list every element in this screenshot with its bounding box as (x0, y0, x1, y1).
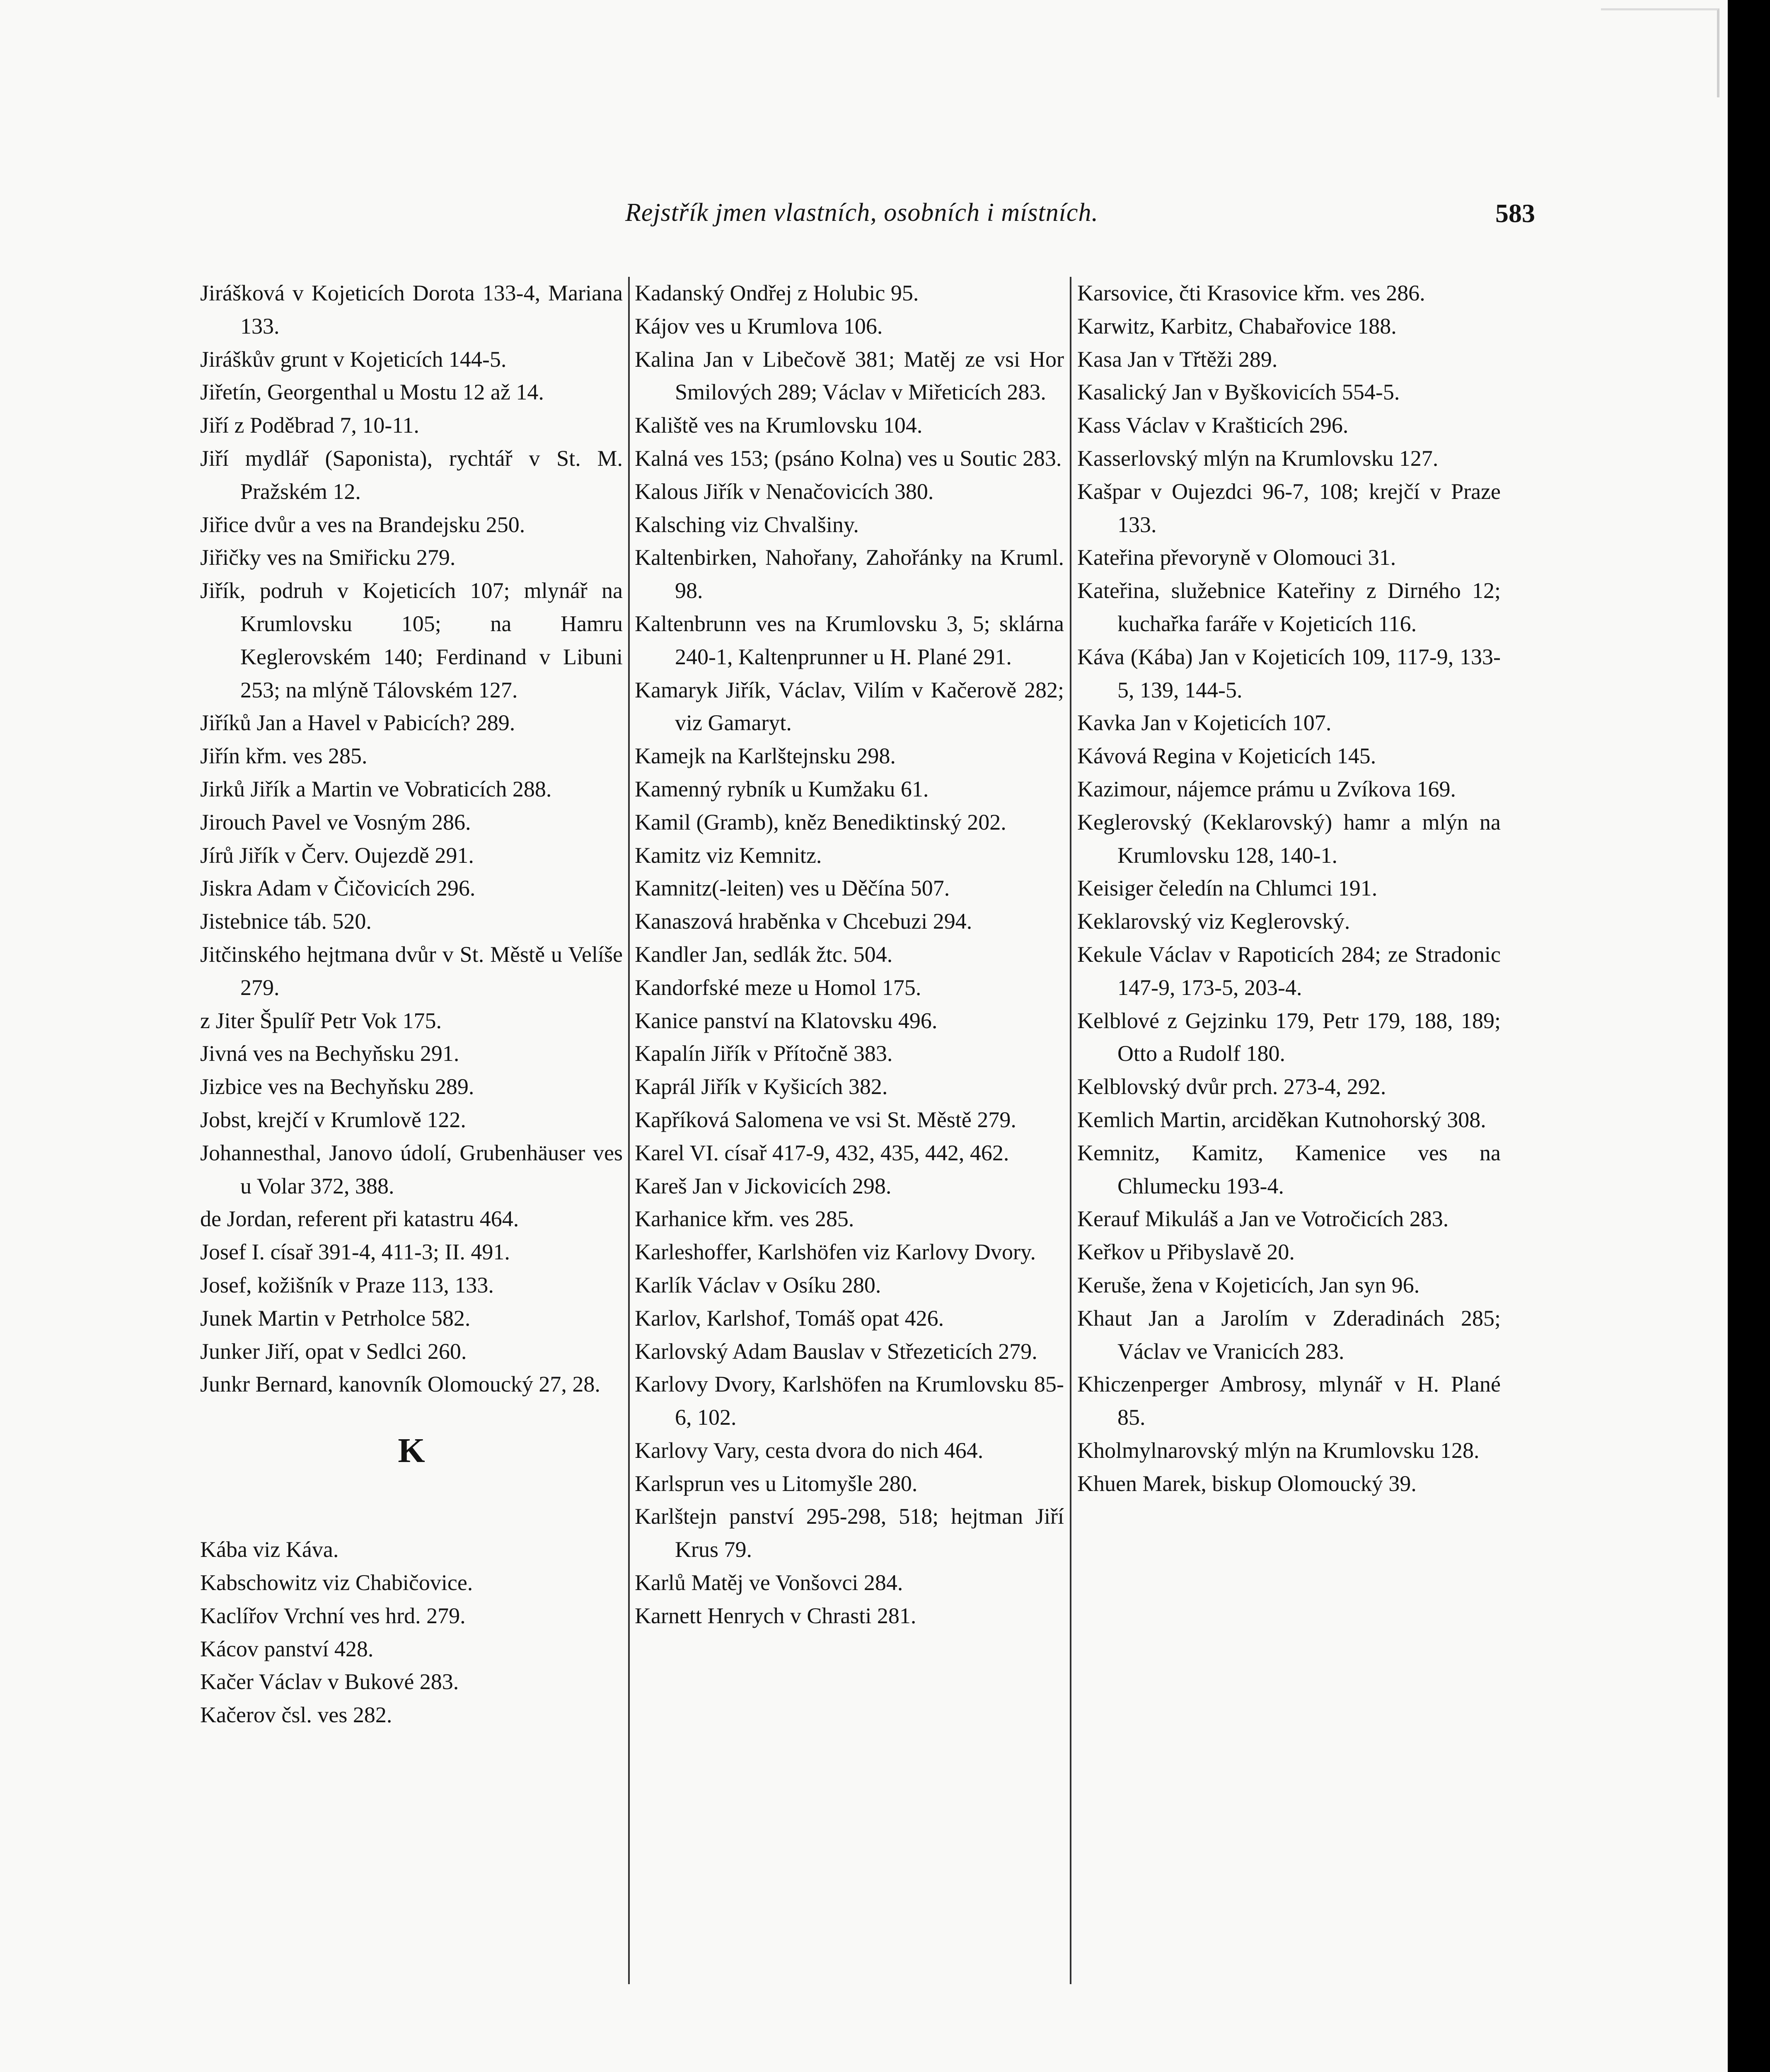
index-entry: Kanice panství na Klatovsku 496. (635, 1008, 938, 1033)
index-entry: Keruše, žena v Kojeticích, Jan syn 96. (1077, 1272, 1420, 1297)
index-entry: Keglerovský (Keklarovský) hamr a mlýn na Krumlovsku 128, 140-1. (1077, 809, 1501, 868)
index-entry: Kamitz viz Kemnitz. (635, 842, 822, 868)
scan-edge-mark (1601, 8, 1719, 97)
index-entry: Kájov ves u Krumlova 106. (635, 313, 883, 339)
index-entry: Kelblové z Gejzinku 179, Petr 179, 188, 189; Otto a Rudolf 180. (1077, 1008, 1501, 1066)
index-entry: Josef, kožišník v Praze 113, 133. (200, 1272, 494, 1297)
index-entry: Kasa Jan v Třtěži 289. (1077, 346, 1278, 372)
index-entry: Jizbice ves na Bechyňsku 289. (200, 1074, 474, 1099)
index-entry: Kamil (Gramb), kněz Benediktinský 202. (635, 809, 1006, 835)
index-entry: Kabschowitz viz Chabičovice. (200, 1570, 473, 1595)
index-entry: Kamejk na Karlštejnsku 298. (635, 743, 896, 769)
index-entry: Kaclířov Vrchní ves hrd. 279. (200, 1603, 466, 1628)
index-entry: Jiří z Poděbrad 7, 10-11. (200, 413, 419, 438)
index-entry: Karleshoffer, Karlshöfen viz Karlovy Dvory. (635, 1239, 1036, 1265)
column-divider (628, 277, 630, 1984)
page-header (0, 198, 1728, 240)
index-entry: Karlů Matěj ve Vonšovci 284. (635, 1570, 903, 1595)
index-entry: Karwitz, Karbitz, Chabařovice 188. (1077, 313, 1397, 339)
index-entry: Kholmylnarovský mlýn na Krumlovsku 128. (1077, 1438, 1480, 1463)
column-divider (1070, 277, 1071, 1984)
index-entry: Kandorfské meze u Homol 175. (635, 975, 921, 1000)
index-entry: Josef I. císař 391-4, 411-3; II. 491. (200, 1239, 510, 1265)
index-entry: Kazimour, nájemce prámu u Zvíkova 169. (1077, 776, 1456, 801)
index-entry: Kapříková Salomena ve vsi St. Městě 279. (635, 1107, 1016, 1132)
index-entry: Karhanice křm. ves 285. (635, 1206, 854, 1232)
index-entry: Khaut Jan a Jarolím v Zderadinách 285; Václav ve Vranicích 283. (1077, 1305, 1501, 1364)
index-entry: Keklarovský viz Keglerovský. (1077, 909, 1350, 934)
index-entry: Jiřín křm. ves 285. (200, 743, 368, 769)
index-entry: Jirášková v Kojeticích Dorota 133-4, Mariana 133. (200, 281, 623, 339)
index-column-3 (1077, 277, 1501, 1500)
index-entry: Kamenný rybník u Kumžaku 61. (635, 776, 929, 801)
index-entry: Kasserlovský mlýn na Krumlovsku 127. (1077, 445, 1439, 471)
index-entry: Jiříků Jan a Havel v Pabicích? 289. (200, 710, 515, 736)
index-entry: Keisiger čeledín na Chlumci 191. (1077, 876, 1378, 901)
index-entry: Kateřina převoryně v Olomouci 31. (1077, 545, 1396, 570)
index-entry: Kandler Jan, sedlák žtc. 504. (635, 942, 893, 967)
index-entry: Karsovice, čti Krasovice křm. ves 286. (1077, 281, 1425, 305)
index-entry: Karlov, Karlshof, Tomáš opat 426. (635, 1305, 944, 1331)
index-entry: Kavka Jan v Kojeticích 107. (1077, 710, 1332, 736)
index-entry: Kaltenbrunn ves na Krumlovsku 3, 5; sklárna 240-1, Kaltenprunner u H. Plané 291. (635, 611, 1064, 669)
index-entry: Kekule Václav v Rapoticích 284; ze Stradonic 147-9, 173-5, 203-4. (1077, 942, 1501, 1000)
index-column-2 (635, 277, 1064, 1633)
index-entry: Jiřice dvůr a ves na Brandejsku 250. (200, 512, 525, 537)
index-entry: Junker Jiří, opat v Sedlci 260. (200, 1339, 467, 1364)
index-entry: Jirků Jiřík a Martin ve Vobraticích 288. (200, 776, 552, 801)
index-entry: Jiskra Adam v Čičovicích 296. (200, 876, 476, 901)
index-entry: Káva (Kába) Jan v Kojeticích 109, 117-9, 133-5, 139, 144-5. (1077, 644, 1501, 702)
index-entry: Kareš Jan v Jickovicích 298. (635, 1173, 892, 1198)
index-entry: Kerauf Mikuláš a Jan ve Votročicích 283. (1077, 1206, 1449, 1232)
index-entry: Kačerov čsl. ves 282. (200, 1702, 392, 1728)
index-entry: Kačer Václav v Bukové 283. (200, 1669, 459, 1694)
index-entry: Kemlich Martin, arciděkan Kutnohorský 308. (1077, 1107, 1486, 1132)
index-entry: Karlovský Adam Bauslav v Střezeticích 279. (635, 1339, 1037, 1364)
index-entry: Kanaszová hraběnka v Chcebuzi 294. (635, 909, 972, 934)
index-entry: Kávová Regina v Kojeticích 145. (1077, 743, 1376, 769)
index-entry: Kalsching viz Chvalšiny. (635, 512, 859, 537)
index-entry: Kalná ves 153; (psáno Kolna) ves u Soutic 283. (635, 445, 1062, 471)
index-entry: Kadanský Ondřej z Holubic 95. (635, 281, 919, 305)
index-entry: Jiráškův grunt v Kojeticích 144-5. (200, 346, 507, 372)
index-entry: Kasalický Jan v Byškovicích 554-5. (1077, 380, 1400, 405)
index-entry: Keřkov u Přibyslavě 20. (1077, 1239, 1295, 1265)
running-title: Rejstřík jmen vlastních, osobních i místních. (625, 198, 1098, 227)
index-entry: Jitčinského hejtmana dvůr v St. Městě u Velíše 279. (200, 942, 623, 1000)
index-entry: Kamaryk Jiřík, Václav, Vilím v Kačerově 282; viz Gamaryt. (635, 677, 1064, 736)
index-entry: Kelblovský dvůr prch. 273-4, 292. (1077, 1074, 1386, 1099)
index-entry: Kalous Jiřík v Nenačovicích 380. (635, 479, 934, 504)
index-entry: Kass Václav v Krašticích 296. (1077, 413, 1349, 438)
index-entry: Kaprál Jiřík v Kyšicích 382. (635, 1074, 888, 1099)
index-entry: Kalina Jan v Libečově 381; Matěj ze vsi Hor Smilových 289; Václav v Miřeticích 283. (635, 346, 1064, 405)
index-entry: Jiří mydlář (Saponista), rychtář v St. M. Pražském 12. (200, 445, 623, 504)
index-entry: Kašpar v Oujezdci 96-7, 108; krejčí v Praze 133. (1077, 479, 1501, 537)
index-entry: Jírů Jiřík v Červ. Oujezdě 291. (200, 842, 474, 868)
index-entry: Karnett Henrych v Chrasti 281. (635, 1603, 916, 1628)
index-entry: Jiřičky ves na Smiřicku 279. (200, 545, 456, 570)
index-entry: Kapalín Jiřík v Přítočně 383. (635, 1041, 893, 1066)
index-entry: Karlovy Vary, cesta dvora do nich 464. (635, 1438, 984, 1463)
index-entry: Jivná ves na Bechyňsku 291. (200, 1041, 459, 1066)
index-entry: Jistebnice táb. 520. (200, 909, 372, 934)
index-entry: Khuen Marek, biskup Olomoucký 39. (1077, 1471, 1417, 1496)
index-entry: Karel VI. císař 417-9, 432, 435, 442, 462. (635, 1140, 1009, 1165)
index-entry: Kaliště ves na Krumlovsku 104. (635, 413, 923, 438)
index-entry: Karlovy Dvory, Karlshöfen na Krumlovsku 85-6, 102. (635, 1372, 1064, 1430)
index-entry: Khiczenperger Ambrosy, mlynář v H. Plané 85. (1077, 1372, 1501, 1430)
index-entry: Kemnitz, Kamitz, Kamenice ves na Chlumecku 193-4. (1077, 1140, 1501, 1198)
index-entry: Karlsprun ves u Litomyšle 280. (635, 1471, 918, 1496)
index-entry: Junkr Bernard, kanovník Olomoucký 27, 28. (200, 1372, 600, 1397)
index-entry: Kába viz Káva. (200, 1537, 339, 1562)
index-entry: Junek Martin v Petrholce 582. (200, 1305, 471, 1331)
index-entry: Johannesthal, Janovo údolí, Grubenhäuser ves u Volar 372, 388. (200, 1140, 623, 1198)
index-entry: Kaltenbirken, Nahořany, Zahořánky na Kruml. 98. (635, 545, 1064, 603)
index-entry: Karlštejn panství 295-298, 518; hejtman Jiří Krus 79. (635, 1504, 1064, 1562)
index-entry: Kácov panství 428. (200, 1636, 374, 1661)
section-letter-heading: K (398, 1431, 425, 1470)
index-entry: z Jiter Špulíř Petr Vok 175. (200, 1008, 442, 1033)
index-entry: Jobst, krejčí v Krumlově 122. (200, 1107, 466, 1132)
index-entry: Kamnitz(-leiten) ves u Děčína 507. (635, 876, 950, 901)
index-entry: Jirouch Pavel ve Vosným 286. (200, 809, 471, 835)
index-entry: Jiřetín, Georgenthal u Mostu 12 až 14. (200, 380, 544, 405)
page-number: 583 (1495, 198, 1535, 228)
index-entry: Kateřina, služebnice Kateřiny z Dirného 12; kuchařka faráře v Kojeticích 116. (1077, 578, 1501, 636)
index-entry: de Jordan, referent při katastru 464. (200, 1206, 519, 1232)
index-column-1 (200, 277, 623, 1732)
index-entry: Jiřík, podruh v Kojeticích 107; mlynář na Krumlovsku 105; na Hamru Keglerovském 140; Ferdinand v Libuni 253; na mlýně Tálovském 127. (200, 578, 623, 702)
index-entry: Karlík Václav v Osíku 280. (635, 1272, 881, 1297)
